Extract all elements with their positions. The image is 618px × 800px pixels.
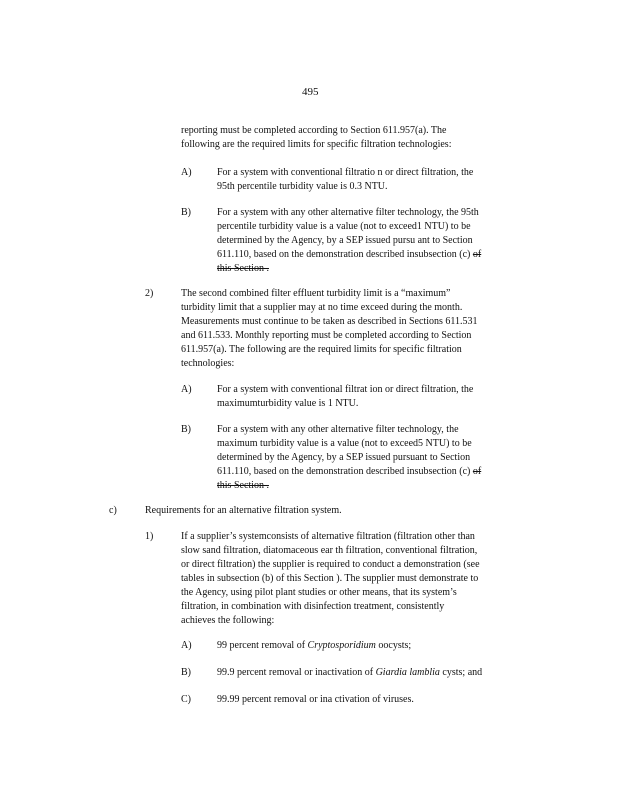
item-text (217, 423, 533, 493)
text-line: 99.99 percent removal or ina ctivation of viruses. (217, 694, 414, 705)
list-marker: B) (181, 207, 191, 218)
text-line: percentile turbidity value is a value (not to exceed1 NTU) to be (217, 221, 471, 232)
text-line (217, 465, 533, 479)
text-line: achieves the following: (181, 615, 275, 626)
text-line: maximumturbidity value is 1 NTU. (217, 398, 359, 409)
struck-text: of (472, 249, 482, 260)
text-line: 611.957(a). The following are the required limits for specific filtration (181, 344, 462, 355)
text-line: the Agency, using pilot plant studies or other means, that its system’s (181, 587, 457, 598)
text-line: The second combined filter effluent turbidity limit is a “maximum” (181, 288, 451, 299)
text-line: and 611.533. Monthly reporting must be completed according to Section (181, 330, 472, 341)
struck-text: this Section . (217, 480, 269, 491)
text-line (217, 639, 537, 653)
item-text (217, 693, 537, 707)
text-line: reporting must be completed according to Section 611.957(a). The (181, 125, 447, 136)
text-segment: 99 percent removal of (217, 640, 308, 651)
list-marker: B) (181, 667, 191, 678)
section-heading (145, 504, 545, 518)
text-line: tables in subsection (b) of this Section ). The supplier must demonstrate to (181, 573, 479, 584)
text-line: If a supplier’s systemconsists of alternative filtration (filtration other than (181, 531, 475, 542)
text-line: following are the required limits for specific filtration technologies: (181, 139, 452, 150)
text-line: For a system with conventional filtratio n or direct filtration, the (217, 167, 474, 178)
text-segment: oocysts; (375, 640, 412, 651)
species-name: Giardia lamblia (375, 667, 440, 678)
text-line: For a system with any other alternative filter technology, the (217, 424, 459, 435)
item-text (217, 666, 537, 680)
text-segment: 611.110, based on the demonstration described insubsection (c) (217, 466, 471, 477)
list-marker: 2) (145, 288, 154, 299)
struck-text: this Section . (217, 263, 269, 274)
text-segment: 99.9 percent removal or inactivation of (217, 667, 376, 678)
text-line: filtration, in combination with disinfection treatment, consistently (181, 601, 445, 612)
list-marker: 1) (145, 531, 154, 542)
text-line: turbidity limit that a supplier may at no time exceed during the month. (181, 302, 463, 313)
text-line: Measurements must continue to be taken as described in Sections 611.531 (181, 316, 478, 327)
text-line: determined by the Agency, by a SEP issued pursu ant to Section (217, 235, 473, 246)
text-segment: 611.110, based on the demonstration described insubsection (c) (217, 249, 471, 260)
item-text (217, 206, 533, 276)
item-text (217, 166, 533, 194)
text-line (217, 248, 533, 262)
text-line: or direct filtration) the supplier is required to conduct a demonstration (see (181, 559, 480, 570)
page-number: 495 (302, 86, 319, 98)
list-marker: B) (181, 424, 191, 435)
text-line (217, 666, 537, 680)
text-line: determined by the Agency, by a SEP issued pursuant to Section (217, 452, 471, 463)
species-name: Cryptosporidium (307, 640, 376, 651)
list-marker: A) (181, 640, 192, 651)
text-line: 95th percentile turbidity value is 0.3 NTU. (217, 181, 388, 192)
text-line: technologies: (181, 358, 235, 369)
item-text (181, 530, 539, 628)
intro-paragraph (181, 124, 533, 152)
item-text (217, 639, 537, 653)
list-marker: C) (181, 694, 191, 705)
text-line: Requirements for an alternative filtration system. (145, 505, 342, 516)
text-line: slow sand filtration, diatomaceous ear th filtration, conventional filtration, (181, 545, 478, 556)
list-marker: c) (109, 505, 117, 516)
list-marker: A) (181, 384, 192, 395)
item-text (181, 287, 533, 371)
text-line: maximum turbidity value is a value (not to exceed5 NTU) to be (217, 438, 472, 449)
struck-text: of (472, 466, 482, 477)
list-marker: A) (181, 167, 192, 178)
text-line: For a system with conventional filtrat ion or direct filtration, the (217, 384, 474, 395)
text-line: For a system with any other alternative filter technology, the 95th (217, 207, 479, 218)
text-segment: cysts; and (439, 667, 483, 678)
item-text (217, 383, 533, 411)
